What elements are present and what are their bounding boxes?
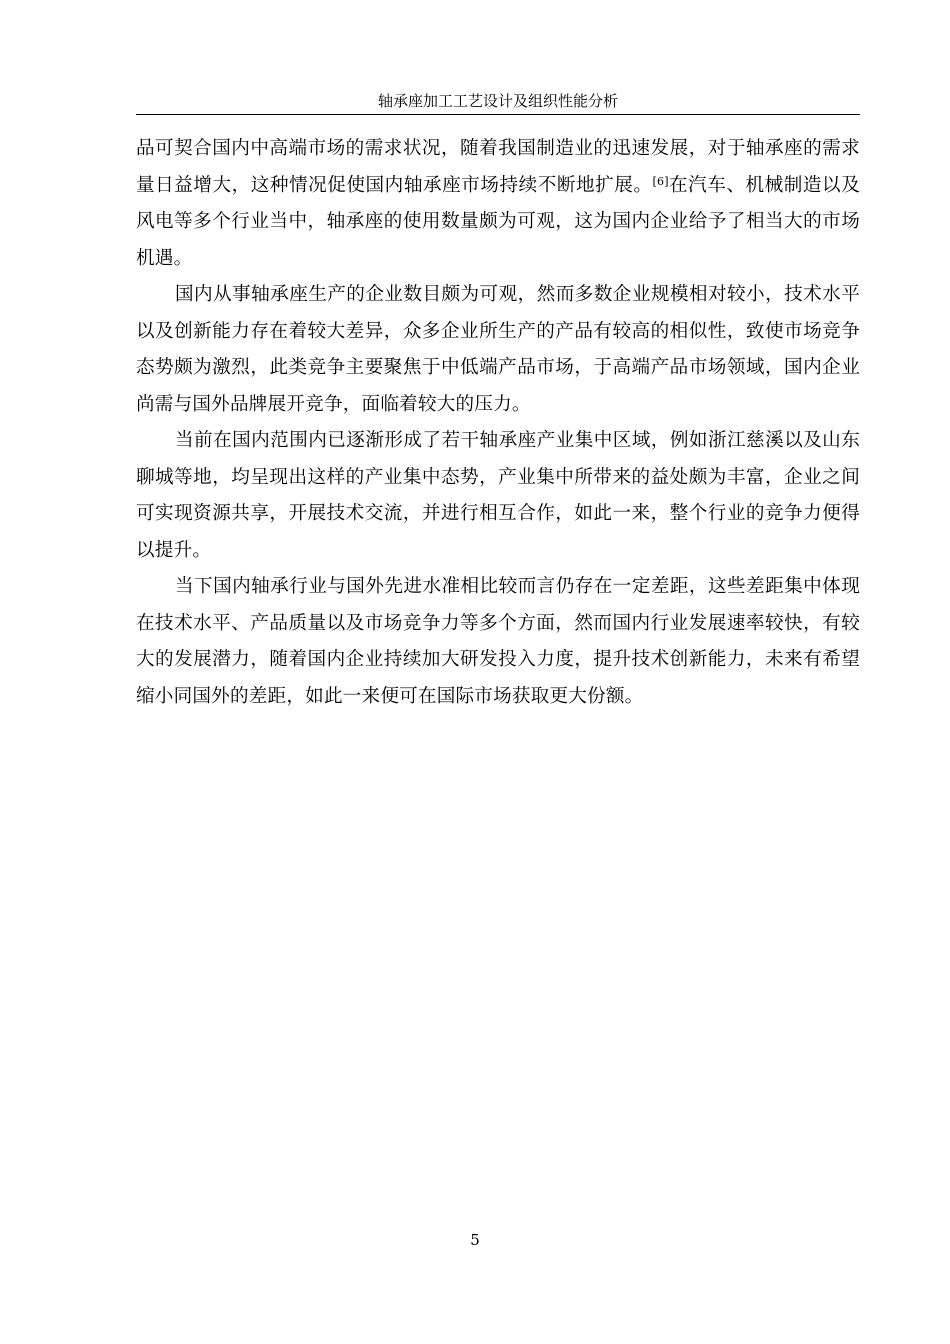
paragraph: 国内从事轴承座生产的企业数目颇为可观，然而多数企业规模相对较小，技术水平以及创新能力存在着较大差异，众多企业所生产的产品有较高的相似性，致使市场竞争态势颇为激烈，此类竞争主要聚焦于中低端产品市场，于高端产品市场领域，国内企业尚需与国外品牌展开竞争，面临着较大的压力。 (136, 284, 860, 415)
paragraph-text: 在汽车、机械制造以及风电等多个行业当中，轴承座的使用数量颇为可观，这为国内企业给予了相当大的市场机遇。 (136, 174, 860, 269)
page-number: 5 (470, 1231, 480, 1249)
paragraph: 当下国内轴承行业与国外先进水准相比较而言仍存在一定差距，这些差距集中体现在技术水平、产品质量以及市场竞争力等多个方面，然而国内行业发展速率较快，有较大的发展潜力，随着国内企业持续加大研发投入力度，提升技术创新能力，未来有希望缩小同国外的差距，如此一来便可在国际市场获取更大份额。 (136, 576, 860, 707)
paragraph: 当前在国内范围内已逐渐形成了若干轴承座产业集中区域，例如浙江慈溪以及山东聊城等地，均呈现出这样的产业集中态势，产业集中所带来的益处颇为丰富，企业之间可实现资源共享，开展技术交流，并进行相互合作，如此一来，整个行业的竞争力便得以提升。 (136, 430, 860, 561)
running-header: 轴承座加工工艺设计及组织性能分析 (377, 92, 618, 110)
paragraph-continued (136, 131, 860, 277)
paragraph-text: 品可契合国内中高端市场的需求状况，随着我国制造业的迅速发展，对于轴承座的需求量日益增大，这种情况促使国内轴承座市场持续不断地扩展。 (136, 138, 860, 196)
citation-reference[interactable]: [6] (652, 174, 669, 188)
header-rule (136, 114, 860, 115)
body-text (136, 131, 860, 715)
